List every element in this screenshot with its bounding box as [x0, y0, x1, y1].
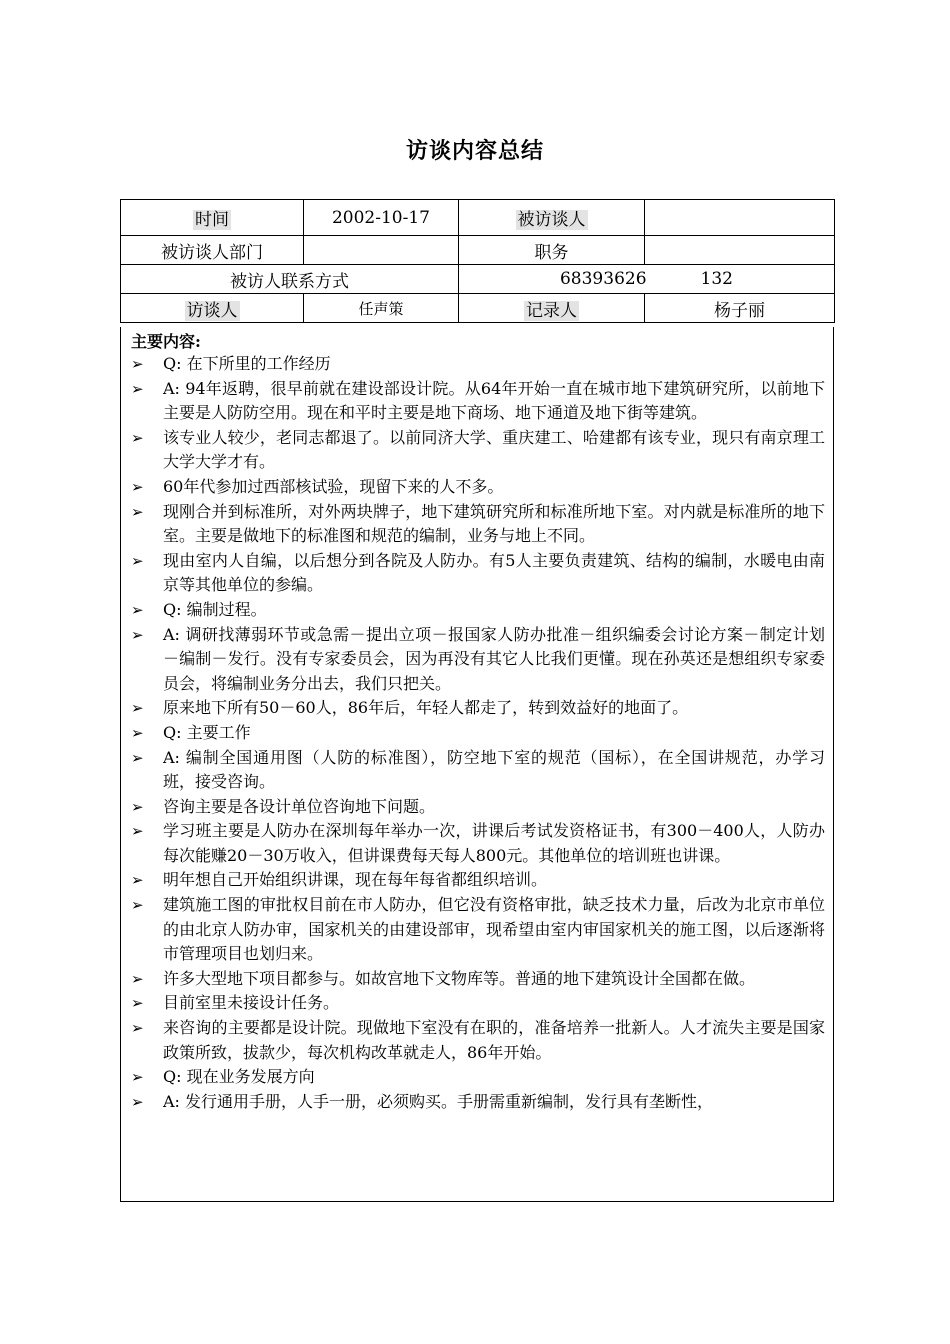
main-content-cell: [120, 327, 834, 1202]
value-recorder: 杨子丽: [645, 294, 835, 323]
arrow-bullet-icon: ➢: [131, 1092, 144, 1111]
table-row: [121, 236, 835, 265]
arrow-bullet-icon: ➢: [131, 600, 144, 619]
arrow-bullet-icon: ➢: [131, 748, 144, 767]
arrow-bullet-icon: ➢: [131, 871, 144, 890]
value-contact: 68393626 132: [459, 265, 835, 294]
interview-info-table: [120, 199, 835, 323]
table-row: [121, 265, 835, 294]
list-item: [121, 598, 833, 623]
table-row: [121, 294, 835, 323]
list-item-text: Q: 现在业务发展方向: [163, 1067, 315, 1087]
list-item-text: 现刚合并到标准所，对外两块牌子，地下建筑研究所和标准所地下室。对内就是标准所的地下室。主要是做地下的标准图和规范的编制，业务与地上不同。: [163, 501, 825, 546]
list-item-text: A: 编制全国通用图（人防的标准图），防空地下室的规范（国标），在全国讲规范，办学习班，接受咨询。: [163, 747, 825, 792]
list-item: [121, 893, 833, 967]
list-item: [121, 819, 833, 868]
label-interviewer: 访谈人: [121, 294, 304, 323]
list-item-text: 许多大型地下项目都参与。如故宫地下文物库等。普通的地下建筑设计全国都在做。: [163, 968, 756, 988]
list-item-text: A: 调研找薄弱环节或急需－提出立项－报国家人防办批准－组织编委会讨论方案－制定计划－编制－发行。没有专家委员会，因为再没有其它人比我们更懂。现在孙英还是想组织专家委员会，将编制业务分出去，我们只把关。: [163, 624, 825, 693]
arrow-bullet-icon: ➢: [131, 502, 144, 521]
arrow-bullet-icon: ➢: [131, 969, 144, 988]
label-time: 时间: [121, 200, 304, 236]
label-interviewee: 被访谈人: [459, 200, 645, 236]
list-item: [121, 352, 833, 377]
arrow-bullet-icon: ➢: [131, 797, 144, 816]
arrow-bullet-icon: ➢: [131, 822, 144, 841]
list-item: [121, 868, 833, 893]
value-position: [645, 236, 835, 265]
content-list: [121, 352, 833, 1114]
arrow-bullet-icon: ➢: [131, 1019, 144, 1038]
arrow-bullet-icon: ➢: [131, 355, 144, 373]
list-item: [121, 1065, 833, 1090]
list-item-text: Q: 主要工作: [163, 722, 251, 742]
list-item-text: 该专业人较少，老同志都退了。以前同济大学、重庆建工、哈建都有该专业，现只有南京理工大学大学才有。: [163, 427, 825, 472]
list-item: [121, 500, 833, 549]
list-item: [121, 696, 833, 721]
list-item: [121, 746, 833, 795]
value-department: [304, 236, 459, 265]
list-item: [121, 795, 833, 820]
value-interviewee: [645, 200, 835, 236]
arrow-bullet-icon: ➢: [131, 477, 144, 496]
list-item-text: A: 94年返聘，很早前就在建设部设计院。从64年开始一直在城市地下建筑研究所，以前地下主要是人防防空用。现在和平时主要是地下商场、地下通道及地下街等建筑。: [163, 378, 825, 423]
list-item-text: 咨询主要是各设计单位咨询地下问题。: [163, 796, 436, 816]
arrow-bullet-icon: ➢: [131, 551, 144, 570]
list-item: [121, 426, 833, 475]
list-item-text: 学习班主要是人防办在深圳每年举办一次，讲课后考试发资格证书，有300－400人，人防办每次能赚20－30万收入，但讲课费每天每人800元。其他单位的培训班也讲课。: [163, 821, 825, 865]
list-item: [121, 967, 833, 992]
label-department: 被访谈人部门: [121, 236, 304, 265]
list-item-text: 来咨询的主要都是设计院。现做地下室没有在职的，准备培养一批新人。人才流失主要是国家政策所致，拔款少，每次机构改革就走人，86年开始。: [163, 1018, 825, 1062]
list-item-text: 目前室里未接设计任务。: [163, 993, 340, 1013]
arrow-bullet-icon: ➢: [131, 1068, 144, 1087]
arrow-bullet-icon: ➢: [131, 723, 144, 742]
list-item: [121, 991, 833, 1016]
value-time: 2002-10-17: [304, 200, 459, 236]
arrow-bullet-icon: ➢: [131, 379, 144, 398]
table-row: [121, 200, 835, 236]
list-item-text: 现由室内人自编，以后想分到各院及人防办。有5人主要负责建筑、结构的编制，水暖电由南京等其他单位的参编。: [163, 550, 825, 595]
list-item-text: 建筑施工图的审批权目前在市人防办，但它没有资格审批，缺乏技术力量，后改为北京市单位的由北京人防办审，国家机关的由建设部审，现希望由室内审国家机关的施工图，以后逐渐将市管理项目也划归来。: [163, 895, 825, 964]
label-contact: 被访人联系方式: [121, 265, 459, 294]
list-item: [121, 1016, 833, 1065]
list-item-text: A: 发行通用手册，人手一册，必须购买。手册需重新编制，发行具有垄断性，: [163, 1091, 714, 1111]
list-item: [121, 549, 833, 598]
list-item: [121, 377, 833, 426]
arrow-bullet-icon: ➢: [131, 625, 144, 644]
list-item: [121, 1090, 833, 1115]
list-item: [121, 475, 833, 500]
page-title: 访谈内容总结: [405, 139, 544, 164]
list-item: [121, 721, 833, 746]
list-item-text: Q: 在下所里的工作经历: [163, 354, 331, 373]
list-item-text: 原来地下所有50－60人，86年后，年轻人都走了，转到效益好的地面了。: [163, 698, 689, 718]
value-interviewer: 任声策: [304, 294, 459, 323]
content-heading: 主要内容:: [131, 332, 201, 351]
arrow-bullet-icon: ➢: [131, 699, 144, 718]
label-position: 职务: [459, 236, 645, 265]
list-item: [121, 623, 833, 697]
arrow-bullet-icon: ➢: [131, 428, 144, 447]
arrow-bullet-icon: ➢: [131, 994, 144, 1013]
arrow-bullet-icon: ➢: [131, 896, 144, 915]
list-item-text: 60年代参加过西部核试验，现留下来的人不多。: [163, 476, 504, 496]
list-item-text: 明年想自己开始组织讲课，现在每年每省都组织培训。: [163, 870, 548, 890]
label-recorder: 记录人: [459, 294, 645, 323]
list-item-text: Q: 编制过程。: [163, 599, 267, 619]
